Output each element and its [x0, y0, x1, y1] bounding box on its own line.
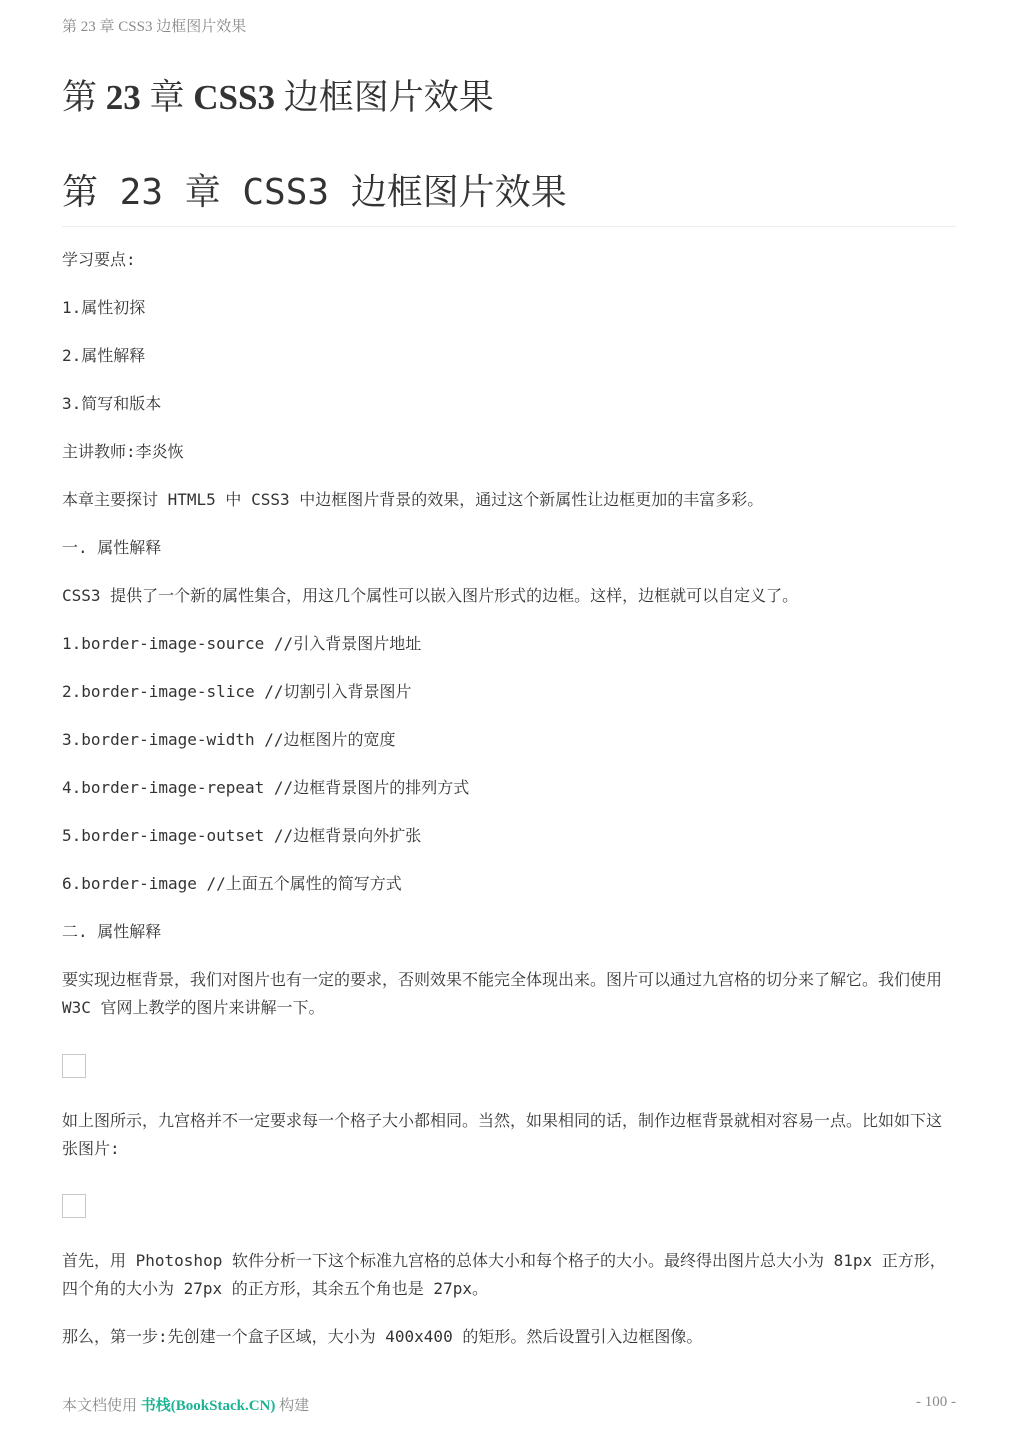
paragraph-teacher: 主讲教师:李炎恢 [62, 442, 184, 461]
list-item-border-image-slice: 2.border-image-slice //切割引入背景图片 [62, 682, 412, 701]
broken-image-icon [62, 1054, 86, 1078]
chapter-number: 23 [105, 78, 141, 117]
paragraph-property-set: CSS3 提供了一个新的属性集合，用这几个属性可以嵌入图片形式的边框。这样，边框就可以自定义了。 [62, 586, 799, 605]
section-heading-1: 一. 属性解释 [62, 538, 162, 557]
paragraph-intro: 本章主要探讨 HTML5 中 CSS3 中边框图片背景的效果，通过这个新属性让边框更加的丰富多彩。 [62, 490, 764, 509]
list-item-border-image-source: 1.border-image-source //引入背景图片地址 [62, 634, 422, 653]
paragraph-photoshop: 首先，用 Photoshop 软件分析一下这个标准九宫格的总体大小和每个格子的大小。最终得出图片总大小为 81px 正方形，四个角的大小为 27px 的正方形，其余五个角也是 27px。 [62, 1251, 946, 1298]
list-item-border-image-repeat: 4.border-image-repeat //边框背景图片的排列方式 [62, 778, 470, 797]
list-item-border-image-outset: 5.border-image-outset //边框背景向外扩张 [62, 826, 422, 845]
paragraph-learning-points: 学习要点: [62, 250, 136, 269]
list-item-border-image-width: 3.border-image-width //边框图片的宽度 [62, 730, 396, 749]
bookstack-link[interactable]: 书栈(BookStack.CN) [140, 1398, 276, 1414]
running-header: 第 23 章 CSS3 边框图片效果 [62, 19, 247, 35]
paragraph-point-3: 3.简写和版本 [62, 394, 162, 413]
section-heading-2: 二. 属性解释 [62, 922, 162, 941]
chapter-title-mid: 章 [140, 78, 194, 117]
chapter-title-prefix: 第 [62, 78, 106, 117]
paragraph-point-2: 2.属性解释 [62, 346, 146, 365]
section-title: 第 23 章 CSS3 边框图片效果 [62, 168, 956, 227]
footer-credit [62, 1394, 309, 1415]
paragraph-point-1: 1.属性初探 [62, 298, 146, 317]
chapter-title-suffix: 边框图片效果 [275, 78, 494, 117]
chapter-title-css: CSS3 [193, 78, 275, 117]
page-number: - 100 - [916, 1394, 956, 1410]
footer-prefix: 本文档使用 [62, 1398, 141, 1414]
footer-suffix: 构建 [275, 1398, 310, 1414]
paragraph-first-step: 那么，第一步:先创建一个盒子区域，大小为 400x400 的矩形。然后设置引入边框图像。 [62, 1327, 703, 1346]
broken-image-icon [62, 1194, 86, 1218]
chapter-title [62, 76, 494, 120]
list-item-border-image: 6.border-image //上面五个属性的简写方式 [62, 874, 402, 893]
paragraph-nine-grid: 要实现边框背景，我们对图片也有一定的要求，否则效果不能完全体现出来。图片可以通过九宫格的切分来了解它。我们使用 W3C 官网上教学的图片来讲解一下。 [62, 970, 943, 1017]
paragraph-grid-explanation: 如上图所示，九宫格并不一定要求每一个格子大小都相同。当然，如果相同的话，制作边框背景就相对容易一点。比如如下这张图片: [62, 1111, 943, 1158]
